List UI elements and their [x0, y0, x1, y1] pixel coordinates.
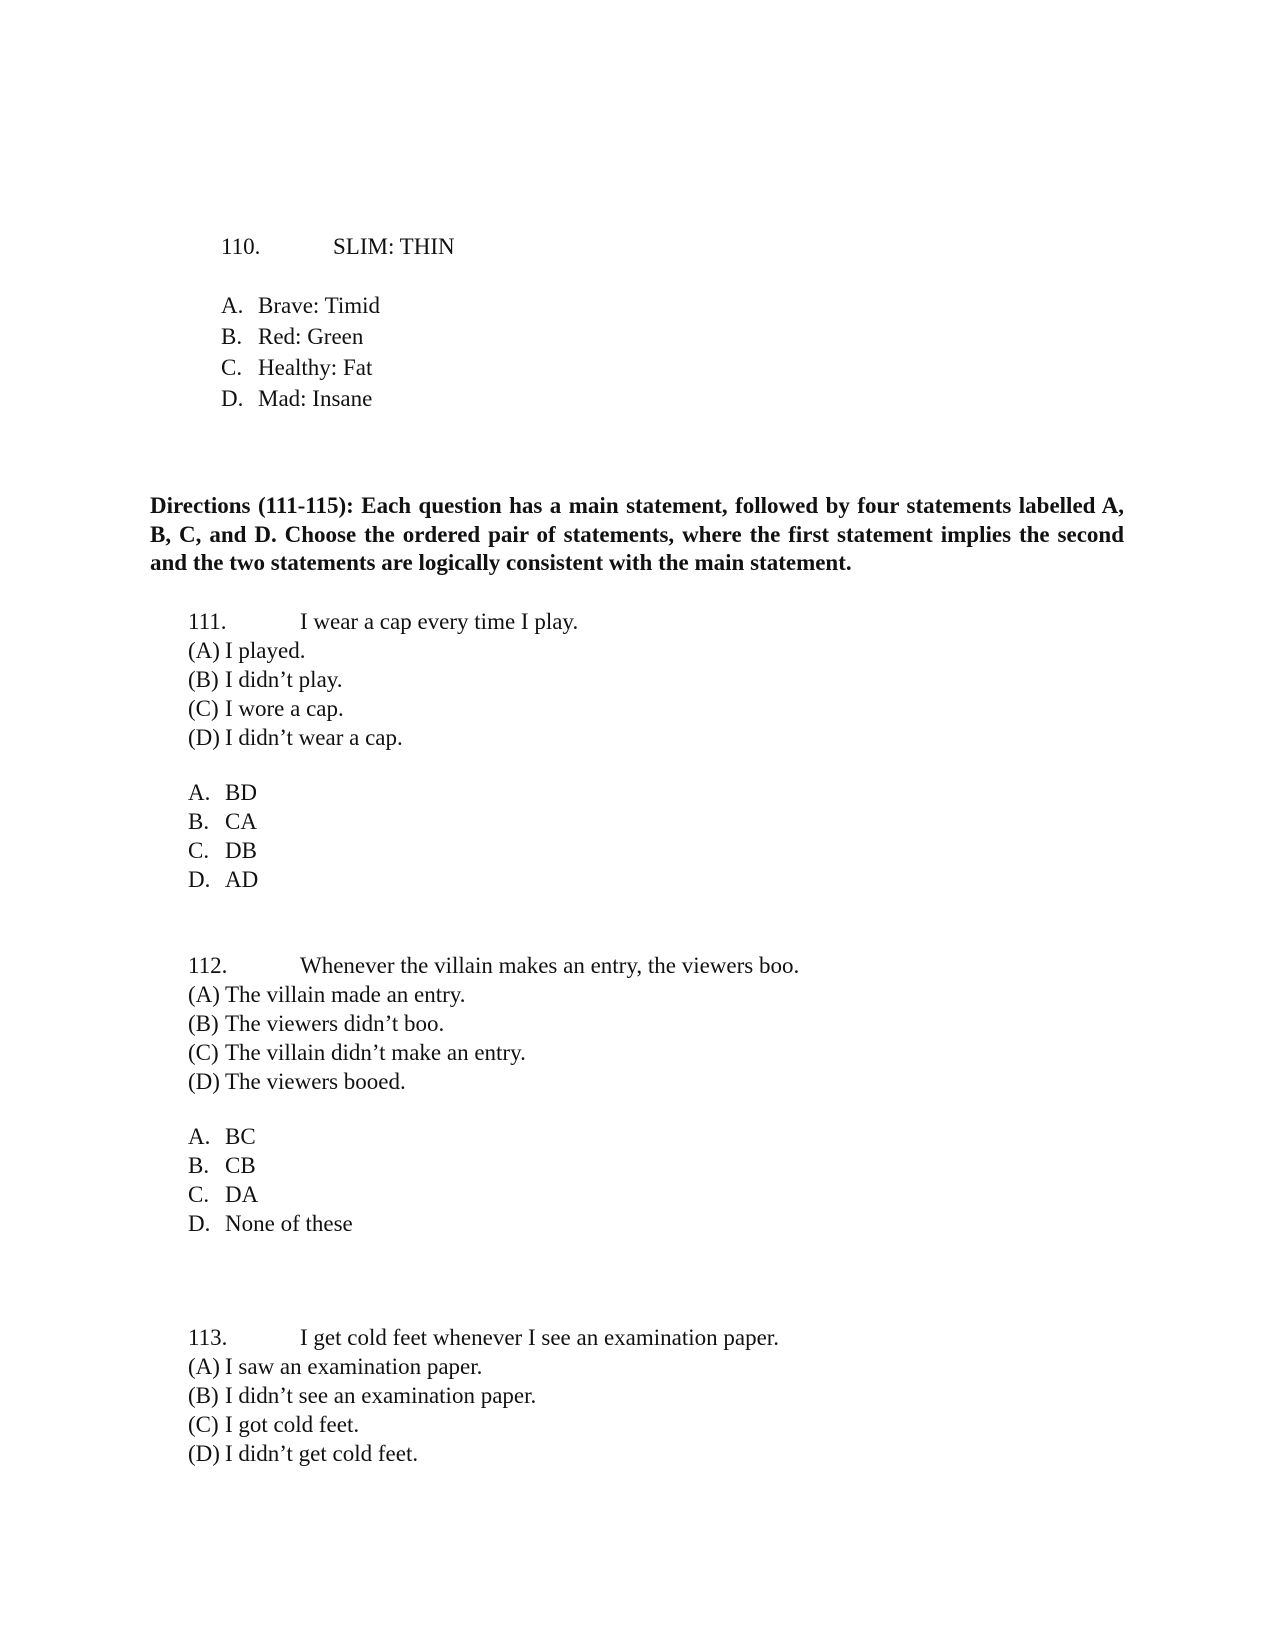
- statement-item: [188, 694, 1088, 723]
- statement-text: I played.: [225, 638, 306, 663]
- statement-item: [188, 1352, 1088, 1381]
- statement-text: I wore a cap.: [225, 696, 344, 721]
- statement-letter: (C): [188, 696, 219, 721]
- answer-option: [188, 1151, 1088, 1180]
- option-letter: B.: [188, 809, 210, 834]
- question-number: 110.: [221, 234, 261, 259]
- statement-letter: (A): [188, 638, 220, 663]
- option-text: Healthy: Fat: [258, 355, 373, 380]
- statement-letter: (D): [188, 725, 220, 750]
- question-header: [221, 232, 921, 262]
- question-header: [188, 951, 1088, 980]
- statement-letter: (B): [188, 1383, 219, 1408]
- option-text: Brave: Timid: [258, 293, 381, 318]
- option-letter: A.: [188, 1124, 211, 1149]
- statement-text: I didn’t wear a cap.: [225, 725, 403, 750]
- option-text: Red: Green: [258, 324, 364, 349]
- question-111: [188, 607, 1088, 894]
- question-number: 113.: [188, 1325, 228, 1350]
- statement-letter: (A): [188, 982, 220, 1007]
- option-text: None of these: [225, 1211, 353, 1236]
- statement-text: I didn’t get cold feet.: [225, 1441, 419, 1466]
- question-prompt: I get cold feet whenever I see an examination paper.: [300, 1325, 779, 1350]
- answer-option: [221, 321, 921, 352]
- statement-text: I got cold feet.: [225, 1412, 360, 1437]
- option-text: CA: [225, 809, 257, 834]
- answer-option: [221, 352, 921, 383]
- statement-item: [188, 1439, 1088, 1468]
- option-letter: D.: [188, 1211, 211, 1236]
- question-header: [188, 607, 1088, 636]
- option-letter: C.: [188, 1182, 210, 1207]
- answer-option: [188, 778, 1088, 807]
- option-letter: D.: [221, 386, 244, 411]
- option-text: BC: [225, 1124, 256, 1149]
- answer-options: [221, 290, 921, 414]
- statement-text: I didn’t see an examination paper.: [225, 1383, 537, 1408]
- statement-letter: (C): [188, 1412, 219, 1437]
- answer-option: [188, 1122, 1088, 1151]
- statement-item: [188, 1038, 1088, 1067]
- statement-item: [188, 636, 1088, 665]
- statement-letter: (D): [188, 1441, 220, 1466]
- statement-list: [188, 980, 1088, 1096]
- question-prompt: I wear a cap every time I play.: [300, 609, 579, 634]
- statement-list: [188, 1352, 1088, 1468]
- statement-item: [188, 1067, 1088, 1096]
- statement-text: The viewers didn’t boo.: [225, 1011, 445, 1036]
- statement-item: [188, 1381, 1088, 1410]
- directions-paragraph: Directions (111-115): Each question has a main statement, followed by four statements labelled A, B, C, and D. Choose the ordered pair of statements, where the first statement implies the second and the two statements are logically consistent with the main statement.: [150, 493, 1124, 575]
- question-prompt: SLIM: THIN: [333, 234, 455, 259]
- statement-text: I saw an examination paper.: [225, 1354, 483, 1379]
- answer-option: [188, 807, 1088, 836]
- option-text: DB: [225, 838, 257, 863]
- option-letter: C.: [221, 355, 243, 380]
- answer-option: [188, 1209, 1088, 1238]
- question-110: [221, 232, 921, 414]
- statement-letter: (B): [188, 1011, 219, 1036]
- statement-letter: (B): [188, 667, 219, 692]
- answer-option: [221, 383, 921, 414]
- statement-item: [188, 1410, 1088, 1439]
- option-letter: B.: [188, 1153, 210, 1178]
- question-header: [188, 1323, 1088, 1352]
- option-text: BD: [225, 780, 257, 805]
- answer-options: [188, 1122, 1088, 1238]
- statement-item: [188, 980, 1088, 1009]
- statement-item: [188, 723, 1088, 752]
- statement-letter: (D): [188, 1069, 220, 1094]
- question-112: [188, 951, 1088, 1238]
- question-number: 111.: [188, 609, 227, 634]
- statement-text: The villain made an entry.: [225, 982, 466, 1007]
- question-prompt: Whenever the villain makes an entry, the viewers boo.: [300, 953, 800, 978]
- statement-letter: (A): [188, 1354, 220, 1379]
- option-text: DA: [225, 1182, 259, 1207]
- option-letter: B.: [221, 324, 243, 349]
- statement-text: I didn’t play.: [225, 667, 343, 692]
- answer-options: [188, 778, 1088, 894]
- answer-option: [188, 865, 1088, 894]
- statement-text: The villain didn’t make an entry.: [225, 1040, 526, 1065]
- option-text: CB: [225, 1153, 256, 1178]
- answer-option: [221, 290, 921, 321]
- option-letter: A.: [221, 293, 244, 318]
- statement-item: [188, 1009, 1088, 1038]
- statement-letter: (C): [188, 1040, 219, 1065]
- question-113: [188, 1323, 1088, 1468]
- option-letter: C.: [188, 838, 210, 863]
- answer-option: [188, 1180, 1088, 1209]
- statement-text: The viewers booed.: [225, 1069, 406, 1094]
- question-number: 112.: [188, 953, 228, 978]
- option-letter: D.: [188, 867, 211, 892]
- statement-list: [188, 636, 1088, 752]
- statement-item: [188, 665, 1088, 694]
- option-text: Mad: Insane: [258, 386, 373, 411]
- option-text: AD: [225, 867, 259, 892]
- answer-option: [188, 836, 1088, 865]
- option-letter: A.: [188, 780, 211, 805]
